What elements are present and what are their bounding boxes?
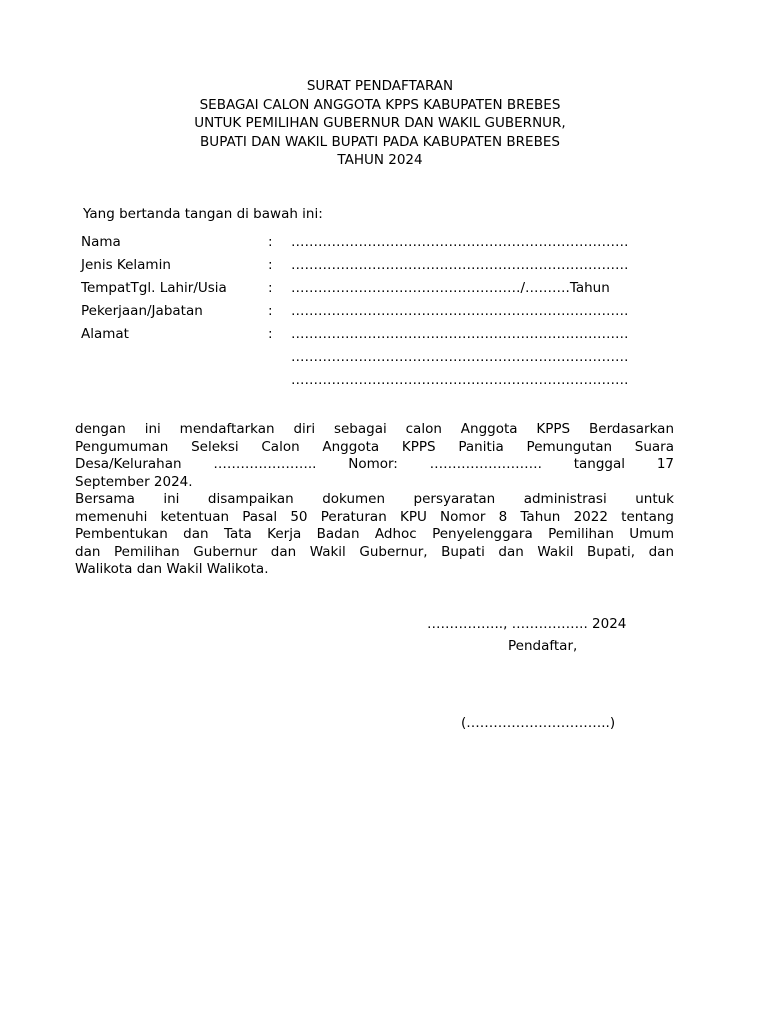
field-colon: : bbox=[268, 303, 273, 319]
field-label: Nama bbox=[81, 234, 121, 250]
field-label: Alamat bbox=[81, 326, 129, 342]
field-value-dots: ………………………………………………………………… bbox=[291, 349, 629, 365]
paragraph-line: Desa/Kelurahan ………………….. Nomor: ……………………. tanggal 17 bbox=[75, 456, 674, 472]
registration-paragraph bbox=[75, 421, 674, 491]
paragraph-line: Bersama ini disampaikan dokumen persyaratan administrasi untuk bbox=[75, 491, 674, 507]
paragraph-line: dan Pemilihan Gubernur dan Wakil Gubernur, Bupati dan Wakil Bupati, dan bbox=[75, 543, 674, 560]
paragraph-line: memenuhi ketentuan Pasal 50 Peraturan KPU Nomor 8 Tahun 2022 tentang bbox=[75, 508, 674, 525]
document-title bbox=[0, 77, 760, 170]
title-line-2: SEBAGAI CALON ANGGOTA KPPS KABUPATEN BREBES bbox=[199, 96, 561, 113]
place-date-line: …………….., …………….. 2024 bbox=[427, 616, 627, 632]
field-colon: : bbox=[268, 326, 273, 342]
field-colon: : bbox=[268, 234, 273, 250]
documents-paragraph bbox=[75, 491, 674, 579]
paragraph-line: Pembentukan dan Tata Kerja Badan Adhoc Penyelenggara Pemilihan Umum bbox=[75, 526, 674, 542]
title-line-5: TAHUN 2024 bbox=[337, 152, 423, 168]
signer-role: Pendaftar, bbox=[508, 638, 578, 654]
title-line-1: SURAT PENDAFTARAN bbox=[306, 78, 454, 94]
field-value-dots: ………………………………………………………………… bbox=[291, 326, 629, 342]
paragraph-line: Pengumuman Seleksi Calon Anggota KPPS Panitia Pemungutan Suara bbox=[75, 438, 674, 455]
signer-name-blank: (…………………………..) bbox=[461, 715, 616, 731]
field-value-dots: ………………………………………………………………… bbox=[291, 372, 629, 388]
intro-text: Yang bertanda tangan di bawah ini: bbox=[83, 206, 323, 222]
paragraph-line: September 2024. bbox=[75, 473, 193, 490]
field-value-dots: ………………………………………………………………… bbox=[291, 257, 629, 273]
title-line-3: UNTUK PEMILIHAN GUBERNUR DAN WAKIL GUBERNUR, bbox=[194, 115, 566, 131]
field-label: TempatTgl. Lahir/Usia bbox=[81, 280, 227, 296]
field-label: Jenis Kelamin bbox=[81, 257, 171, 273]
field-value-dots: ………………………………………………………………… bbox=[291, 234, 629, 250]
title-line-4: BUPATI DAN WAKIL BUPATI PADA KABUPATEN BREBES bbox=[200, 133, 560, 150]
field-value-dots: ………………………………………………………………… bbox=[291, 303, 629, 319]
field-colon: : bbox=[268, 280, 273, 296]
paragraph-line: Walikota dan Wakil Walikota. bbox=[75, 561, 269, 577]
field-label: Pekerjaan/Jabatan bbox=[81, 303, 203, 319]
field-colon: : bbox=[268, 257, 273, 273]
field-value-dots: ……………………………………………/……….Tahun bbox=[291, 280, 610, 296]
paragraph-line: dengan ini mendaftarkan diri sebagai calon Anggota KPPS Berdasarkan bbox=[75, 421, 674, 437]
